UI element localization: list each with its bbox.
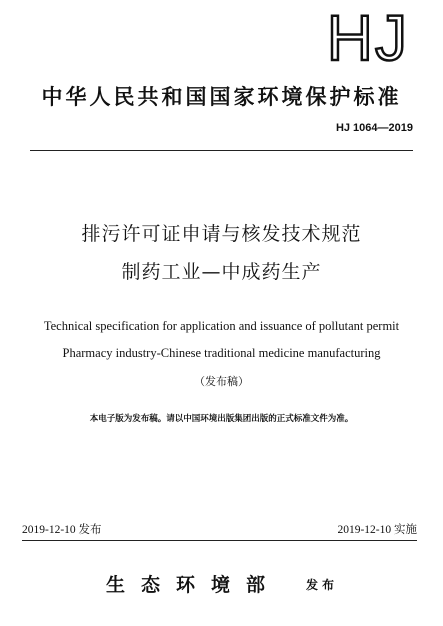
bottom-divider [22,540,417,541]
draft-label: （发布稿） [194,375,249,388]
hj-logo: HJ [326,2,409,74]
top-divider [30,150,413,151]
standard-category: 中华人民共和国国家环境保护标准 [41,85,402,109]
title-cn-line-2: 制药工业—中成药生产 [121,261,322,283]
issuing-authority: 生态环境部 [106,574,282,596]
title-cn-line-1: 排污许可证申请与核发技术规范 [81,223,362,245]
title-en-line-2: Pharmacy industry-Chinese traditional medicine manufacturing [62,346,381,360]
standard-number: HJ 1064—2019 [335,122,413,134]
electronic-version-notice: 本电子版为发布稿。请以中国环境出版集团出版的正式标准文件为准。 [89,414,354,424]
title-en-line-1: Technical specification for application and issuance of pollutant permit [43,319,400,333]
implementation-date: 2019-12-10 实施 [337,524,417,536]
issuing-authority-suffix: 发布 [306,578,339,592]
issue-date: 2019-12-10 发布 [22,524,102,536]
